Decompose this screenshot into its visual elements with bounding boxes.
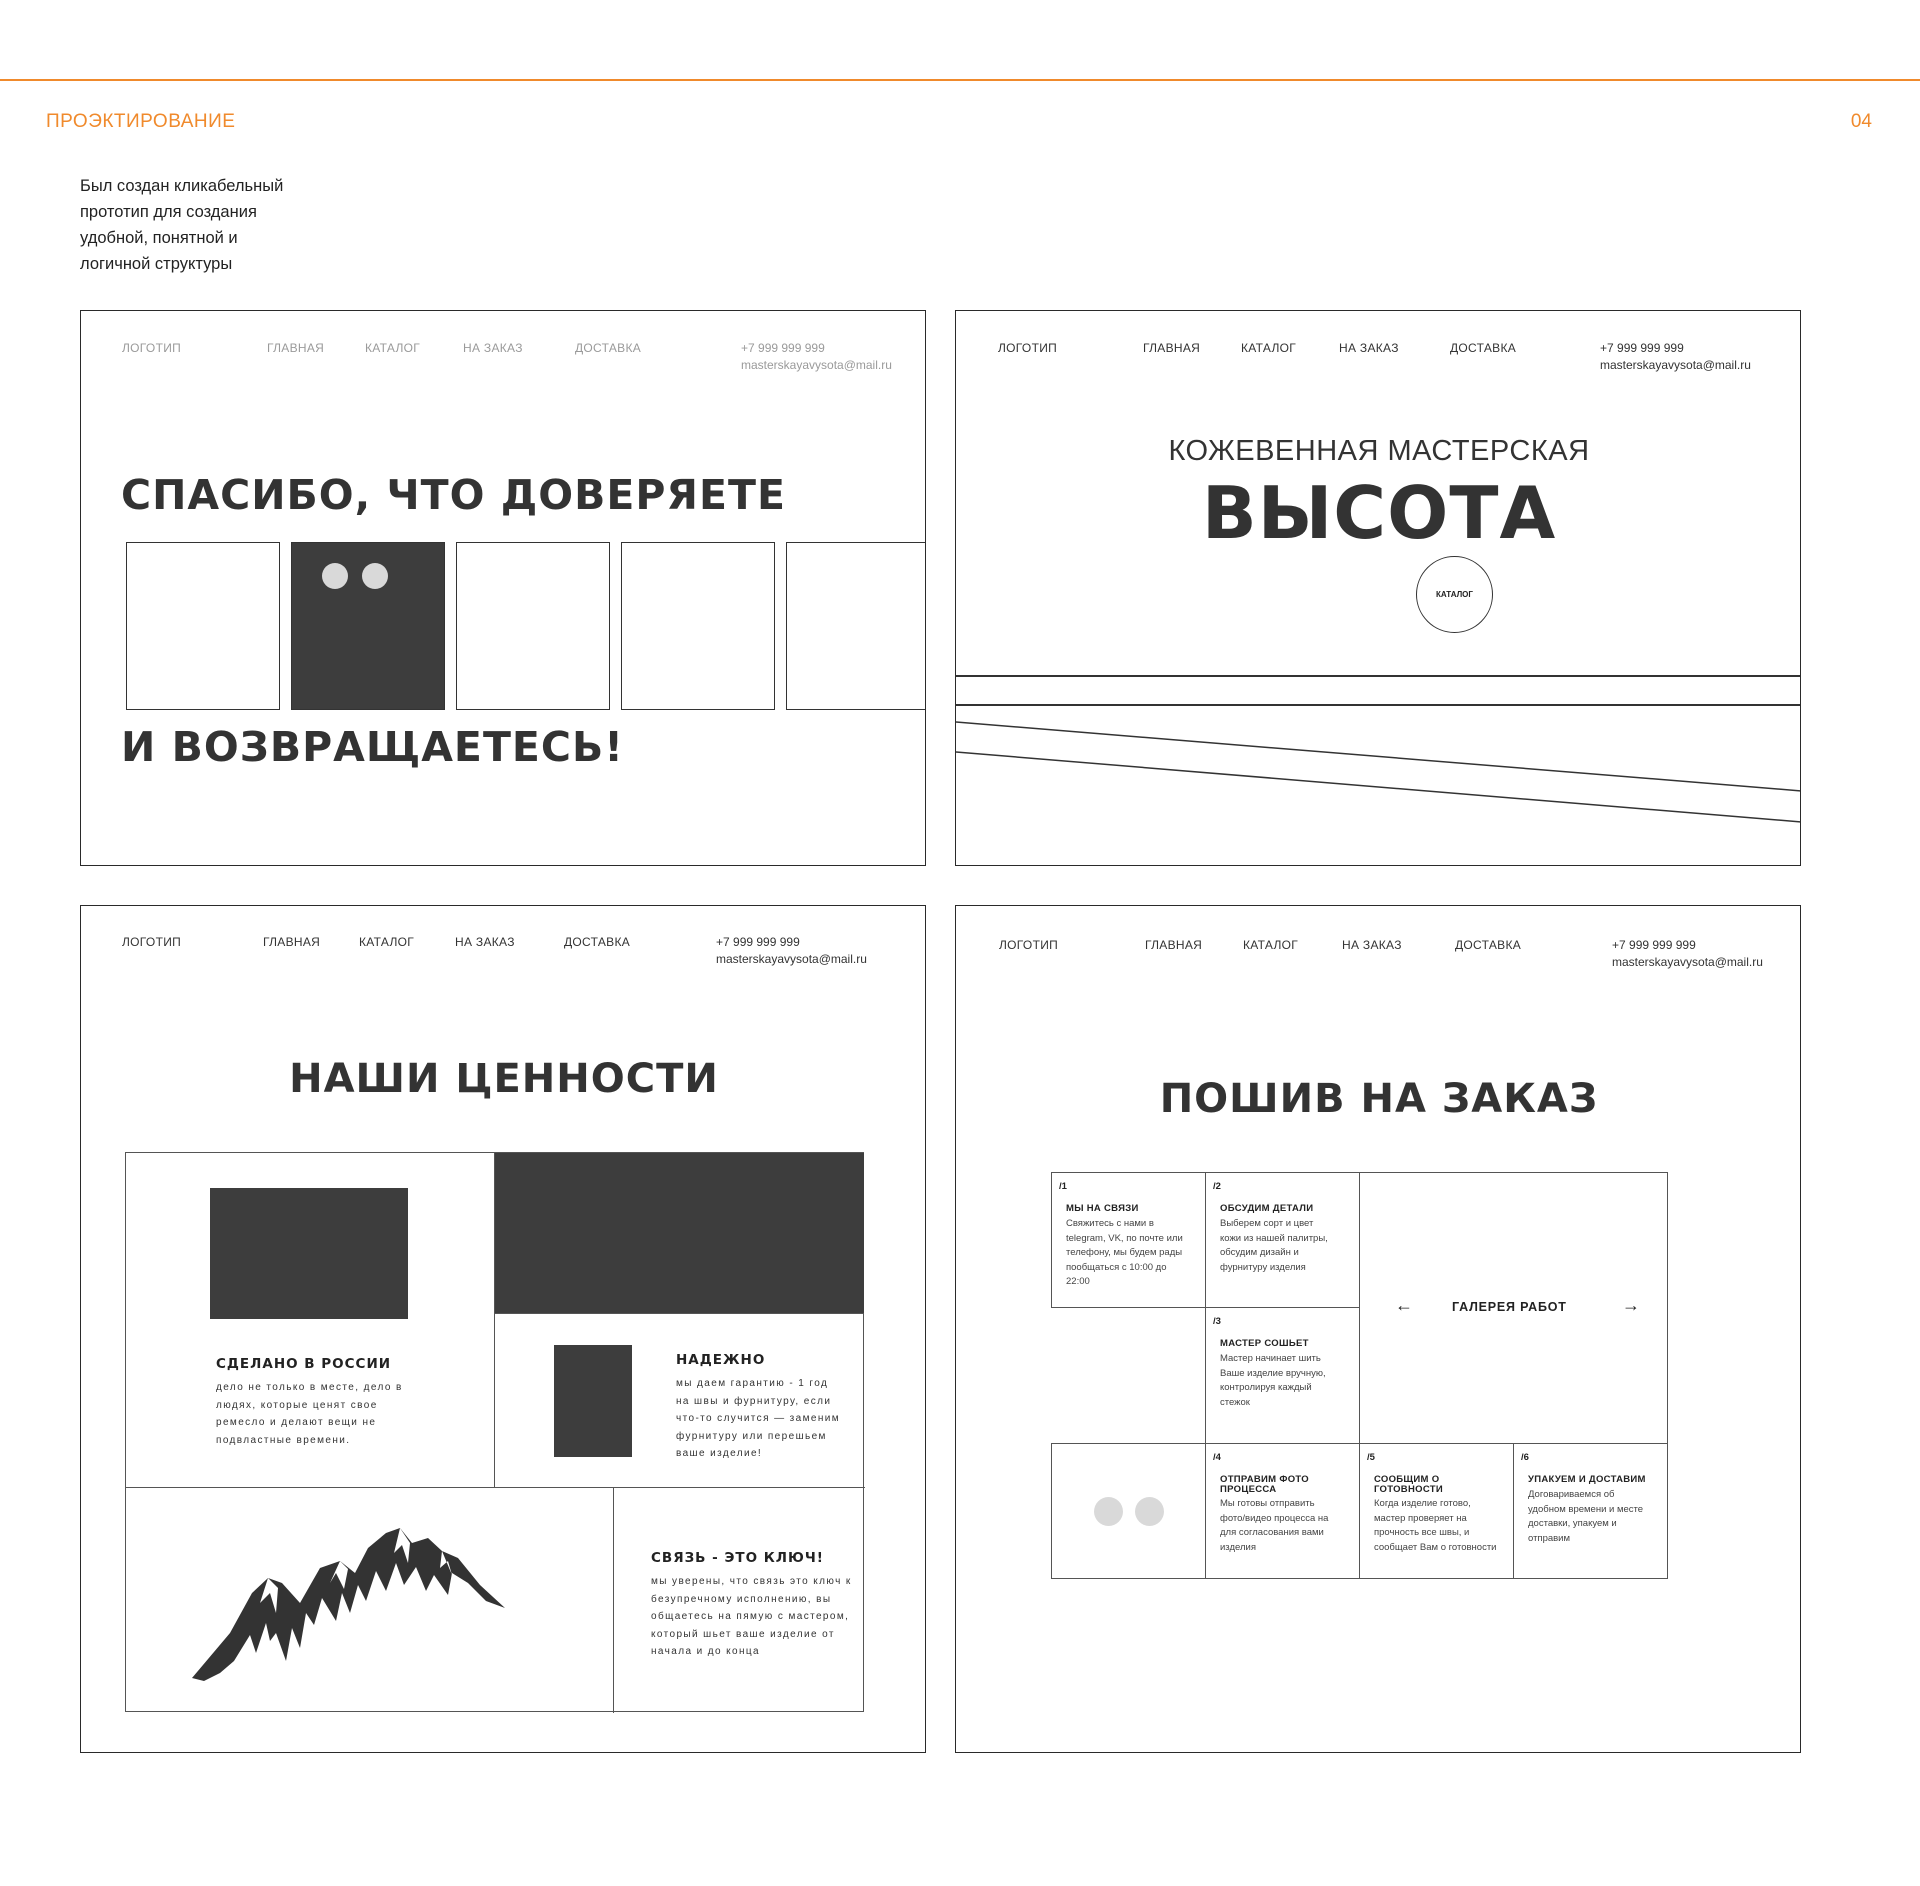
- gallery-prev-arrow[interactable]: ←: [1395, 1295, 1413, 1315]
- nav-link-catalog[interactable]: КАТАЛОГ: [1241, 341, 1297, 355]
- values-heading: НАШИ ЦЕННОСТИ: [289, 1056, 719, 1102]
- nav-phone[interactable]: +7 999 999 999: [1600, 341, 1684, 355]
- gallery-next-arrow[interactable]: →: [1622, 1295, 1640, 1315]
- nav-link-delivery[interactable]: ДОСТАВКА: [1450, 341, 1517, 355]
- step-number: /6: [1521, 1452, 1529, 1463]
- section-title: ПРОЭКТИРОВАНИЕ: [46, 111, 236, 132]
- nav-link-custom[interactable]: НА ЗАКАЗ: [1342, 938, 1402, 952]
- nav-logo[interactable]: ЛОГОТИП: [122, 935, 182, 949]
- values-grid: [125, 1152, 864, 1712]
- nav-link-custom[interactable]: НА ЗАКАЗ: [455, 935, 515, 949]
- step-text: Выберем сорт и цвет кожи из нашей палитры, обсудим дизайн и фурнитуру изделия: [1220, 1218, 1328, 1273]
- nav-link-delivery[interactable]: ДОСТАВКА: [564, 935, 631, 949]
- prototype-frame-custom-order: [955, 905, 1801, 1753]
- card-placeholder[interactable]: [126, 542, 280, 710]
- step-number: /1: [1059, 1181, 1067, 1192]
- nav-link-catalog[interactable]: КАТАЛОГ: [359, 935, 415, 949]
- russia-text: дело не только в месте, дело в людях, которые ценят свое ремесло и делают вещи не подвластные времени.: [216, 1382, 403, 1446]
- step-text: Когда изделие готово, мастер проверяет на прочность все швы, и сообщает Вам о готовности: [1374, 1498, 1497, 1553]
- contact-text: мы уверены, что связь это ключ к безупречному исполнению, вы общаетесь на пямую с мастером, который шьет ваше изделие от начала и до конца: [651, 1576, 852, 1657]
- step-title: МАСТЕР СОШЬЕТ: [1220, 1338, 1309, 1349]
- step-text: Свяжитесь с нами в telegram, VK, по почте или телефону, мы будем рады пообщаться с 10:00 до 22:00: [1066, 1218, 1183, 1287]
- step-title: ОТПРАВИМ ФОТО ПРОЦЕССА: [1220, 1474, 1309, 1495]
- image-placeholder-small: [554, 1345, 632, 1457]
- accent-divider: [0, 79, 1920, 81]
- nav-phone[interactable]: +7 999 999 999: [716, 935, 800, 949]
- nav-contacts: [741, 340, 892, 374]
- step-number: /4: [1213, 1452, 1221, 1463]
- step-text: Мастер начинает шить Ваше изделие вручную, контролируя каждый стежок: [1220, 1353, 1326, 1408]
- nav-phone[interactable]: +7 999 999 999: [1612, 938, 1696, 952]
- card-placeholder[interactable]: [621, 542, 775, 710]
- reliable-text: мы даем гарантию - 1 год на швы и фурнитуру, если что-то случится — заменим фурнитуру или перешьем ваше изделие!: [676, 1378, 841, 1459]
- nav-link-home[interactable]: ГЛАВНАЯ: [263, 935, 321, 949]
- reliable-title: НАДЕЖНО: [676, 1352, 766, 1368]
- step-card: [1205, 1172, 1360, 1308]
- slider-cell: [1051, 1443, 1206, 1579]
- step-text: Мы готовы отправить фото/видео процесса на для согласования вами изделия: [1220, 1498, 1329, 1553]
- catalog-button-label: КАТАЛОГ: [1436, 590, 1473, 599]
- step-card: [1359, 1443, 1514, 1579]
- gallery-block: [1359, 1172, 1668, 1444]
- nav-contacts: [1612, 937, 1763, 971]
- nav-email[interactable]: masterskayavysota@mail.ru: [716, 952, 867, 966]
- russia-title: СДЕЛАНО В РОССИИ: [216, 1356, 392, 1372]
- prototype-frame-hero: [955, 310, 1801, 866]
- step-title: УПАКУЕМ И ДОСТАВИМ: [1528, 1474, 1646, 1485]
- hero-title: ВЫСОТА: [1201, 471, 1557, 555]
- carousel-dot[interactable]: [1135, 1497, 1164, 1526]
- step-text: Договариваемся об удобном времени и месте доставки, упакуем и отправим: [1528, 1489, 1644, 1544]
- intro-text: [80, 173, 320, 277]
- steps-grid: [1051, 1172, 1668, 1579]
- intro-line: логичной структуры: [80, 255, 233, 273]
- mountains-illustration: [190, 1523, 560, 1693]
- nav-phone[interactable]: +7 999 999 999: [741, 341, 825, 355]
- nav-logo[interactable]: ЛОГОТИП: [999, 938, 1059, 952]
- nav-logo[interactable]: ЛОГОТИП: [122, 341, 182, 355]
- carousel-dot[interactable]: [362, 563, 388, 589]
- step-number: /2: [1213, 1181, 1221, 1192]
- nav-logo[interactable]: ЛОГОТИП: [998, 341, 1058, 355]
- nav-link-custom[interactable]: НА ЗАКАЗ: [1339, 341, 1399, 355]
- grid-divider: [495, 1313, 864, 1314]
- step-title: МЫ НА СВЯЗИ: [1066, 1203, 1139, 1214]
- card-placeholder-active[interactable]: [291, 542, 445, 710]
- step-title: СООБЩИМ О ГОТОВНОСТИ: [1374, 1474, 1443, 1495]
- step-card: [1513, 1443, 1668, 1579]
- nav-link-custom[interactable]: НА ЗАКАЗ: [463, 341, 523, 355]
- intro-line: удобной, понятной и: [80, 229, 238, 247]
- carousel-dot[interactable]: [322, 563, 348, 589]
- nav-link-home[interactable]: ГЛАВНАЯ: [1145, 938, 1203, 952]
- step-number: /5: [1367, 1452, 1375, 1463]
- nav-email[interactable]: masterskayavysota@mail.ru: [1612, 955, 1763, 969]
- nav-email[interactable]: masterskayavysota@mail.ru: [1600, 358, 1751, 372]
- image-placeholder: [210, 1188, 408, 1319]
- nav-link-catalog[interactable]: КАТАЛОГ: [1243, 938, 1299, 952]
- step-card: [1205, 1443, 1360, 1579]
- nav-link-delivery[interactable]: ДОСТАВКА: [1455, 938, 1522, 952]
- intro-line: прототип для создания: [80, 203, 257, 221]
- grid-divider: [613, 1487, 614, 1713]
- nav-link-home[interactable]: ГЛАВНАЯ: [1143, 341, 1201, 355]
- step-card: [1205, 1307, 1360, 1444]
- nav-link-catalog[interactable]: КАТАЛОГ: [365, 341, 421, 355]
- image-placeholder-wide: [495, 1153, 864, 1313]
- page-number: 04: [1850, 111, 1872, 132]
- nav-email[interactable]: masterskayavysota@mail.ru: [741, 358, 892, 372]
- intro-line: Был создан кликабельный: [80, 177, 284, 195]
- grid-divider: [126, 1487, 865, 1488]
- decor-diagonals: [956, 311, 1801, 866]
- prototype-frame-thanks: [80, 310, 926, 866]
- carousel-dot[interactable]: [1094, 1497, 1123, 1526]
- nav-link-home[interactable]: ГЛАВНАЯ: [267, 341, 325, 355]
- step-number: /3: [1213, 1316, 1221, 1327]
- step-title: ОБСУДИМ ДЕТАЛИ: [1220, 1203, 1314, 1214]
- prototype-frame-values: [80, 905, 926, 1753]
- step-card: [1051, 1172, 1206, 1308]
- nav-link-delivery[interactable]: ДОСТАВКА: [575, 341, 642, 355]
- card-placeholder[interactable]: [456, 542, 610, 710]
- gallery-label[interactable]: ГАЛЕРЕЯ РАБОТ: [1452, 1300, 1567, 1314]
- contact-title: СВЯЗЬ - ЭТО КЛЮЧ!: [651, 1550, 824, 1566]
- thanks-heading-bottom: И ВОЗВРАЩАЕТЕСЬ!: [121, 723, 624, 771]
- card-placeholder[interactable]: [786, 542, 926, 710]
- thanks-heading-top: СПАСИБО, ЧТО ДОВЕРЯЕТЕ: [121, 471, 786, 519]
- custom-order-heading: ПОШИВ НА ЗАКАЗ: [1159, 1076, 1599, 1122]
- nav-contacts: [716, 934, 867, 968]
- hero-subtitle: КОЖЕВЕННАЯ МАСТЕРСКАЯ: [1168, 435, 1590, 467]
